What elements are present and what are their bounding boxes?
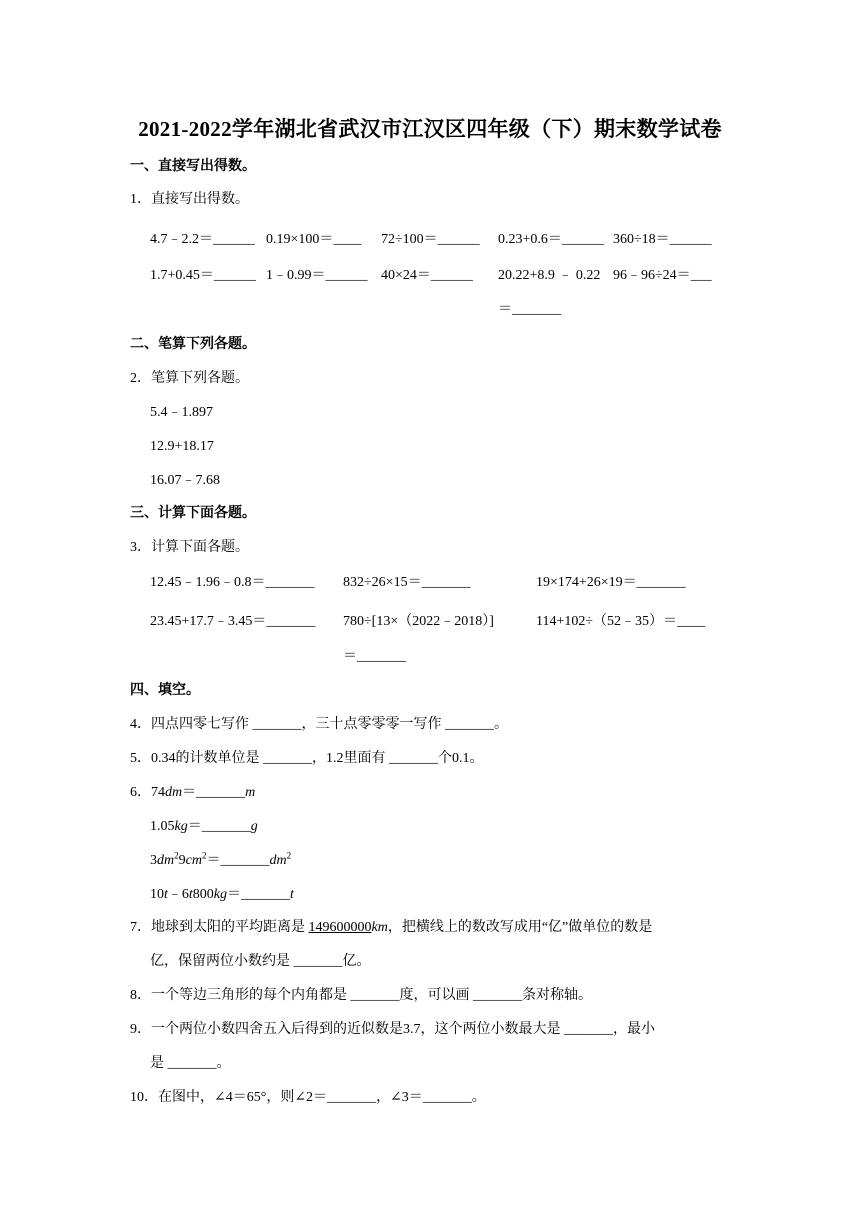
q3-item-continued: ＝_______ — [343, 649, 406, 664]
question-2-stem: 2．笔算下列各题。 — [130, 371, 249, 386]
q1-item: 1.7+0.45＝______ — [150, 268, 256, 283]
q1-item-continued: ＝_______ — [498, 302, 561, 317]
q2-item: 16.07﹣7.68 — [150, 473, 220, 488]
q3-item: 19×174+26×19＝_______ — [536, 575, 686, 590]
q1-item: 1﹣0.99＝______ — [266, 268, 368, 283]
q1-item: 360÷18＝______ — [613, 232, 712, 247]
q3-item: 114+102÷（52﹣35）＝____ — [536, 614, 706, 629]
section-heading-4: 四、填空。 — [130, 683, 200, 698]
section-heading-2: 二、笔算下列各题。 — [130, 337, 256, 352]
question-9-line-2: 是 _______。 — [150, 1056, 231, 1071]
question-5: 5．0.34的计数单位是 _______，1.2里面有 _______个0.1。 — [130, 751, 484, 766]
question-6-line-4: 10t﹣6t800kg＝_______t — [150, 887, 294, 902]
question-1-stem: 1．直接写出得数。 — [130, 192, 249, 207]
section-heading-1: 一、直接写出得数。 — [130, 159, 256, 174]
question-10: 10．在图中，∠4＝65°，则∠2＝_______，∠3＝_______。 — [130, 1090, 486, 1105]
q1-item: 72÷100＝______ — [381, 232, 480, 247]
q2-item: 12.9+18.17 — [150, 439, 214, 454]
q3-item: 23.45+17.7﹣3.45＝_______ — [150, 614, 316, 629]
question-7-line-2: 亿，保留两位小数约是 _______亿。 — [150, 954, 371, 969]
q1-item: 0.19×100＝____ — [266, 232, 362, 247]
section-heading-3: 三、计算下面各题。 — [130, 506, 256, 521]
q1-item: 96﹣96÷24＝___ — [613, 268, 712, 283]
question-9-line-1: 9．一个两位小数四舍五入后得到的近似数是3.7，这个两位小数最大是 _______，最小 — [130, 1022, 655, 1037]
q1-item: 4.7﹣2.2＝______ — [150, 232, 255, 247]
question-7-line-1: 7．地球到太阳的平均距离是 149600000km，把横线上的数改写成用“亿”做单位的数是 — [130, 920, 653, 935]
exam-title: 2021-2022学年湖北省武汉市江汉区四年级（下）期末数学试卷 — [138, 117, 722, 141]
q2-item: 5.4﹣1.897 — [150, 405, 213, 420]
question-8: 8．一个等边三角形的每个内角都是 _______度，可以画 _______条对称轴。 — [130, 988, 592, 1003]
question-6-line-2: 1.05kg＝_______g — [150, 819, 258, 834]
q1-item: 0.23+0.6＝______ — [498, 232, 604, 247]
question-3-stem: 3．计算下面各题。 — [130, 540, 249, 555]
question-4: 4．四点四零七写作 _______，三十点零零零一写作 _______。 — [130, 717, 508, 732]
q3-item: 832÷26×15＝_______ — [343, 575, 471, 590]
q3-item: 12.45﹣1.96﹣0.8＝_______ — [150, 575, 315, 590]
q1-item: 20.22+8.9 ﹣ 0.22 — [498, 268, 601, 283]
q1-item: 40×24＝______ — [381, 268, 473, 283]
question-6-line-1: 6．74dm＝_______m — [130, 785, 256, 800]
question-6-line-3: $3dm^29cm^2=\_\_\_\_\_\_\_dm^2$ — [150, 850, 292, 868]
q3-item: 780÷[13×（2022﹣2018）] — [343, 614, 494, 629]
